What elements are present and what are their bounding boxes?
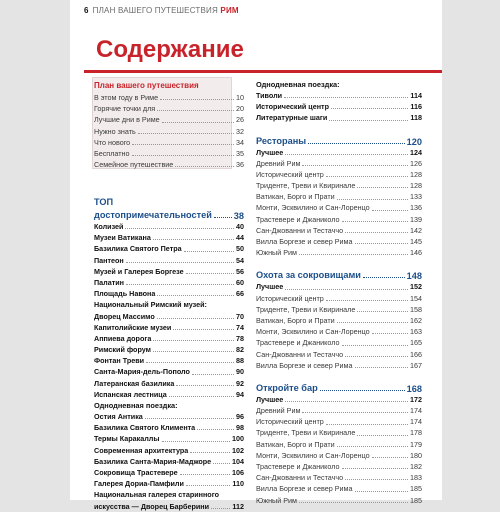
toc-entry-title: Галерея Дориа-Памфили	[94, 479, 184, 489]
toc-entry-page: 20	[236, 104, 244, 114]
toc-entry-title: Монти, Эсквилино и Сан-Лоренцо	[256, 327, 370, 337]
dot-leader	[138, 133, 234, 134]
toc-entry-title: Исторический центр	[256, 293, 324, 303]
toc-entry-title: Трастевере и Джаниколо	[256, 462, 340, 472]
toc-entry[interactable]	[94, 322, 244, 333]
dot-leader	[186, 485, 230, 486]
toc-entry-title: Лучшее	[256, 147, 284, 157]
toc-entry-title: Исторический центр	[256, 169, 324, 179]
dot-leader	[126, 262, 234, 263]
toc-entry[interactable]	[94, 159, 244, 170]
toc-entry-page: 185	[410, 484, 422, 494]
dot-leader	[173, 329, 234, 330]
toc-entry-page: 174	[410, 406, 422, 416]
toc-entry-title: Вилла Боргезе и север Рима	[256, 484, 353, 494]
dot-leader	[285, 289, 408, 290]
toc-entry[interactable]	[256, 214, 422, 225]
toc-entry[interactable]	[94, 344, 244, 355]
toc-entry-page: 118	[410, 113, 422, 123]
toc-entry[interactable]	[256, 203, 422, 214]
toc-entry-page: 98	[236, 423, 244, 433]
dot-leader	[326, 176, 408, 177]
dot-leader	[357, 311, 408, 312]
toc-entry-title: Древний Рим	[256, 158, 301, 168]
toc-entry[interactable]	[94, 148, 244, 159]
toc-entry[interactable]	[256, 225, 422, 236]
toc-entry-title: Горячие точки для	[94, 104, 156, 114]
gallery-line-1: Национальная галерея старинного	[94, 490, 219, 500]
dot-leader	[302, 165, 408, 166]
dot-leader	[285, 154, 408, 155]
toc-entry-title: Южный Рим	[256, 248, 297, 258]
day-trip-label: Однодневная поездка:	[94, 401, 178, 411]
toc-entry[interactable]	[94, 389, 244, 400]
toc-entry-page: 36	[236, 160, 244, 170]
dot-leader	[331, 108, 408, 109]
toc-entry[interactable]	[94, 126, 244, 137]
toc-entry-title: В этом году в Риме	[94, 92, 159, 102]
toc-entry-title: Фонтан Треви	[94, 356, 145, 366]
toc-entry-title: Аппиева дорога	[94, 333, 152, 343]
toc-entry[interactable]	[256, 439, 422, 450]
toc-entry-page: 145	[410, 237, 422, 247]
toc-entry-page: 44	[236, 233, 244, 243]
toc-entry-title: Испанская лестница	[94, 389, 167, 399]
toc-entry-page: 158	[410, 304, 422, 314]
right-column	[256, 79, 422, 506]
dot-leader	[355, 367, 409, 368]
restaurants-page: 120	[406, 136, 422, 147]
toc-entry[interactable]	[94, 445, 244, 456]
toc-entry-title: Остия Антика	[94, 412, 143, 421]
shopping-heading: Охота за сокровищами	[256, 270, 361, 281]
dot-leader	[372, 457, 408, 458]
toc-entry-page: 182	[410, 462, 422, 472]
toc-entry-title: Сокровища Трастевере	[94, 467, 178, 477]
toc-entry-page: 56	[236, 266, 244, 276]
plan-heading: План вашего путешествия	[94, 81, 199, 90]
toc-entry-page: 165	[410, 338, 422, 348]
toc-entry-title: Триденте, Треви и Квиринале	[256, 304, 356, 314]
dot-leader	[186, 273, 234, 274]
toc-entry-title: Трастевере и Джаниколо	[256, 338, 340, 348]
toc-entry[interactable]	[256, 416, 422, 427]
dot-leader	[342, 221, 408, 222]
toc-entry-page: 50	[236, 244, 244, 254]
toc-entry-page: 90	[236, 367, 244, 377]
toc-entry-title: Бесплатно	[94, 148, 130, 158]
toc-entry-title: Сан-Джованни и Тестаччо	[256, 349, 344, 359]
toc-entry-page: 185	[410, 495, 422, 505]
toc-entry[interactable]	[94, 92, 244, 103]
toc-entry[interactable]	[256, 90, 422, 101]
toc-entry-title: Монти, Эсквилино и Сан-Лоренцо	[256, 203, 370, 213]
plan-list	[94, 92, 244, 170]
dot-leader	[302, 412, 408, 413]
toc-entry-title: Что нового	[94, 137, 131, 147]
bars-heading: Откройте бар	[256, 382, 318, 393]
top-heading-row[interactable]	[94, 208, 244, 221]
dot-leader	[308, 143, 405, 144]
toc-entry-title: Колизей	[94, 221, 124, 231]
toc-entry-page: 114	[410, 90, 422, 100]
bars-page: 168	[406, 383, 422, 394]
toc-entry[interactable]	[256, 360, 422, 371]
toc-entry[interactable]	[94, 433, 244, 444]
dot-leader	[284, 97, 408, 98]
bars-heading-row[interactable]	[256, 381, 422, 394]
toc-entry[interactable]	[94, 467, 244, 478]
toc-entry-page: 32	[236, 126, 244, 136]
dot-leader	[326, 300, 408, 301]
toc-entry[interactable]	[94, 221, 244, 232]
gallery-line-2: искусства — Дворец Барберини	[94, 501, 210, 511]
dot-leader	[180, 474, 230, 475]
restaurants-heading: Рестораны	[256, 135, 307, 146]
toc-entry[interactable]	[94, 114, 244, 125]
toc-entry[interactable]	[94, 232, 244, 243]
dot-leader	[357, 187, 408, 188]
toc-entry-title: Санта-Мария-дель-Пополо	[94, 367, 190, 377]
toc-entry-title: Трастевере и Джаниколо	[256, 214, 340, 224]
toc-entry-page: 183	[410, 473, 422, 483]
dot-leader	[337, 199, 408, 200]
toc-entry-page: 106	[232, 467, 244, 477]
top-heading-page: 38	[233, 211, 244, 221]
toc-entry-title: Тиволи	[256, 90, 283, 100]
toc-entry[interactable]	[256, 293, 422, 304]
toc-entry-page: 60	[236, 277, 244, 287]
dot-leader	[213, 463, 230, 464]
dot-leader	[153, 239, 234, 240]
toc-entry-title: Вилла Боргезе и север Рима	[256, 237, 353, 247]
toc-entry-page: 26	[236, 115, 244, 125]
running-head-text: ПЛАН ВАШЕГО ПУТЕШЕСТВИЯ	[92, 6, 218, 15]
toc-entry[interactable]	[256, 101, 422, 112]
toc-entry-page: 66	[236, 289, 244, 299]
toc-entry-page: 88	[236, 356, 244, 366]
toc-entry[interactable]	[94, 243, 244, 254]
running-head	[84, 6, 239, 15]
toc-entry[interactable]	[256, 147, 422, 158]
plan-section	[94, 80, 244, 170]
toc-entry-title: Современная архитектура	[94, 445, 189, 455]
toc-entry-title: Южный Рим	[256, 495, 297, 505]
toc-entry[interactable]	[94, 456, 244, 467]
toc-entry-page: 35	[236, 148, 244, 158]
toc-entry[interactable]	[94, 311, 244, 322]
toc-entry-title: Древний Рим	[256, 406, 301, 416]
dot-leader	[190, 452, 230, 453]
toc-entry-page: 102	[232, 445, 244, 455]
dot-leader	[299, 254, 408, 255]
toc-entry[interactable]	[256, 326, 422, 337]
toc-entry-page: 92	[236, 378, 244, 388]
top-list	[94, 221, 244, 299]
toc-entry-page: 74	[236, 322, 244, 332]
dot-leader	[146, 362, 234, 363]
toc-entry[interactable]	[256, 236, 422, 247]
toc-entry[interactable]	[256, 349, 422, 360]
toc-entry-title: Сан-Джованни и Тестаччо	[256, 473, 344, 483]
title-rule	[84, 70, 442, 73]
dot-leader	[197, 429, 234, 430]
toc-entry-title: Литературные шаги	[256, 113, 328, 123]
toc-entry-page: 146	[410, 248, 422, 258]
dot-leader	[345, 232, 408, 233]
toc-entry[interactable]	[94, 266, 244, 277]
toc-entry-page: 124	[410, 147, 422, 157]
toc-entry-page: 133	[410, 192, 422, 202]
toc-entry-page: 162	[410, 315, 422, 325]
toc-entry-page: 172	[410, 394, 422, 404]
top-list-3	[94, 411, 244, 489]
toc-entry-title: Базилика Санта-Мария-Маджоре	[94, 456, 212, 466]
toc-entry-page: 174	[410, 417, 422, 427]
dot-leader	[157, 110, 234, 111]
toc-entry-title: Латеранская базилика	[94, 378, 175, 388]
toc-entry[interactable]	[256, 315, 422, 326]
dot-leader	[211, 508, 230, 509]
dot-leader	[320, 390, 405, 391]
toc-entry-page: 82	[236, 345, 244, 355]
top-heading-line-1: ТОП	[94, 197, 114, 207]
top-list-2	[94, 311, 244, 401]
dot-leader	[176, 385, 234, 386]
dot-leader	[372, 333, 408, 334]
toc-entry-page: 178	[410, 428, 422, 438]
toc-entry-page: 180	[410, 450, 422, 460]
toc-entry-title: Ватикан, Борго и Прати	[256, 192, 335, 202]
dot-leader	[153, 351, 234, 352]
toc-entry-title: Музей и Галерея Боргезе	[94, 266, 184, 276]
toc-entry-title: Базилика Святого Петра	[94, 244, 182, 254]
toc-entry-page: 78	[236, 333, 244, 343]
toc-entry-page: 70	[236, 311, 244, 321]
toc-entry[interactable]	[256, 495, 422, 506]
toc-entry-title: Пантеон	[94, 255, 124, 265]
toc-entry-title: Ватикан, Борго и Прати	[256, 439, 335, 449]
right-top-list	[256, 90, 422, 124]
toc-entry-page: 34	[236, 137, 244, 147]
toc-entry-page: 40	[236, 221, 244, 231]
dot-leader	[326, 424, 408, 425]
dot-leader	[329, 120, 408, 121]
toc-entry-page: 54	[236, 255, 244, 265]
toc-entry-title: Ватикан, Борго и Прати	[256, 315, 335, 325]
dot-leader	[157, 318, 234, 319]
dot-leader	[125, 228, 234, 229]
toc-entry-title: Исторический центр	[256, 102, 329, 112]
dot-leader	[153, 340, 234, 341]
dot-leader	[337, 446, 408, 447]
dot-leader	[372, 210, 408, 211]
toc-entry[interactable]	[256, 405, 422, 416]
gallery-entry[interactable]	[94, 501, 244, 512]
toc-entry[interactable]	[94, 366, 244, 377]
toc-entry-title: Римский форум	[94, 345, 151, 355]
toc-entry-page: 152	[410, 282, 422, 292]
toc-entry[interactable]	[256, 158, 422, 169]
toc-entry[interactable]	[256, 191, 422, 202]
toc-entry[interactable]	[94, 103, 244, 114]
toc-entry[interactable]	[256, 394, 422, 405]
toc-entry-page: 166	[410, 349, 422, 359]
shopping-page: 148	[406, 271, 422, 282]
toc-entry-title: Лучшее	[256, 394, 284, 404]
toc-entry[interactable]	[256, 337, 422, 348]
toc-entry-title: Музеи Ватикана	[94, 233, 151, 243]
dot-leader	[357, 435, 408, 436]
dot-leader	[157, 295, 234, 296]
toc-entry-page: 179	[410, 439, 422, 449]
dot-leader	[285, 401, 408, 402]
shopping-heading-row[interactable]	[256, 268, 422, 281]
dot-leader	[145, 418, 234, 419]
toc-entry-title: Базилика Святого Климента	[94, 423, 196, 433]
toc-entry[interactable]	[94, 277, 244, 288]
dot-leader	[355, 243, 409, 244]
toc-entry-title: Лучшие дни в Риме	[94, 115, 160, 125]
running-head-place: РИМ	[220, 6, 239, 15]
dot-leader	[184, 251, 234, 252]
national-museum-label: Национальный Римский музей:	[94, 300, 207, 310]
right-day-trip-label: Однодневная поездка:	[256, 80, 340, 89]
toc-entry-page: 10	[236, 92, 244, 102]
gallery-page: 112	[232, 501, 244, 511]
page-title: Содержание	[96, 36, 244, 63]
toc-entry-title: Сан-Джованни и Тестаччо	[256, 225, 344, 235]
toc-entry[interactable]	[256, 247, 422, 258]
toc-entry-page: 96	[236, 412, 244, 421]
dot-leader	[162, 122, 234, 123]
toc-entry-title: Монти, Эсквилино и Сан-Лоренцо	[256, 450, 370, 460]
toc-entry-page: 128	[410, 169, 422, 179]
dot-leader	[355, 491, 409, 492]
toc-entry-title: Триденте, Треви и Квиринале	[256, 428, 356, 438]
toc-entry-title: Капитолийские музеи	[94, 322, 172, 332]
toc-entry-page: 110	[232, 479, 244, 489]
dot-leader	[169, 396, 234, 397]
dot-leader	[345, 356, 408, 357]
toc-entry[interactable]	[94, 255, 244, 266]
toc-entry-title: Термы Каракаллы	[94, 434, 160, 444]
dot-leader	[342, 345, 408, 346]
toc-entry[interactable]	[256, 450, 422, 461]
dot-leader	[162, 441, 230, 442]
toc-entry-title: Исторический центр	[256, 417, 324, 427]
toc-entry-title: Семейное путешествие	[94, 160, 174, 170]
toc-entry-page: 94	[236, 389, 244, 399]
toc-entry-page: 139	[410, 214, 422, 224]
book-page	[70, 0, 442, 511]
restaurants-heading-row[interactable]	[256, 134, 422, 147]
dot-leader	[192, 374, 234, 375]
toc-entry[interactable]	[256, 169, 422, 180]
dot-leader	[132, 144, 234, 145]
toc-entry[interactable]	[94, 478, 244, 489]
dot-leader	[345, 479, 408, 480]
toc-entry[interactable]	[94, 137, 244, 148]
toc-entry-title: Нужно знать	[94, 126, 136, 136]
toc-entry[interactable]	[256, 472, 422, 483]
toc-entry-title: Вилла Боргезе и север Рима	[256, 360, 353, 370]
toc-entry[interactable]	[256, 112, 422, 123]
toc-entry[interactable]	[94, 411, 244, 422]
dot-leader	[337, 322, 408, 323]
toc-entry[interactable]	[256, 304, 422, 315]
dot-leader	[299, 502, 408, 503]
page-number: 6	[84, 6, 89, 15]
toc-entry-page: 100	[232, 434, 244, 444]
bars-list	[256, 394, 422, 506]
dot-leader	[160, 99, 234, 100]
toc-entry-page: 104	[232, 456, 244, 466]
toc-entry[interactable]	[94, 333, 244, 344]
dot-leader	[214, 217, 232, 218]
toc-entry[interactable]	[256, 428, 422, 439]
dot-leader	[132, 155, 235, 156]
toc-entry[interactable]	[256, 281, 422, 292]
toc-entry-page: 163	[410, 327, 422, 337]
dot-leader	[175, 166, 234, 167]
top-section	[94, 196, 244, 512]
top-heading-line-2: достопримечательностей	[94, 210, 212, 220]
toc-entry-title: Триденте, Треви и Квиринале	[256, 181, 356, 191]
toc-entry[interactable]	[94, 378, 244, 389]
toc-entry-page: 126	[410, 158, 422, 168]
toc-entry-page: 167	[410, 360, 422, 370]
toc-entry-title: Дворец Массимо	[94, 311, 155, 321]
dot-leader	[363, 277, 405, 278]
toc-entry-title: Палатин	[94, 277, 125, 287]
dot-leader	[342, 468, 408, 469]
toc-entry[interactable]	[256, 461, 422, 472]
toc-entry[interactable]	[94, 355, 244, 366]
toc-entry-page: 136	[410, 203, 422, 213]
toc-entry-page: 154	[410, 293, 422, 303]
toc-entry-page: 116	[410, 102, 422, 112]
toc-entry[interactable]	[256, 180, 422, 191]
dot-leader	[126, 284, 234, 285]
toc-entry-title: Площадь Навона	[94, 289, 156, 299]
toc-entry-title: Лучшее	[256, 282, 284, 292]
toc-entry[interactable]	[94, 422, 244, 433]
shopping-list	[256, 281, 422, 371]
toc-entry-page: 142	[410, 225, 422, 235]
restaurants-list	[256, 147, 422, 259]
toc-entry[interactable]	[256, 483, 422, 494]
toc-entry-page: 128	[410, 181, 422, 191]
toc-entry[interactable]	[94, 288, 244, 299]
